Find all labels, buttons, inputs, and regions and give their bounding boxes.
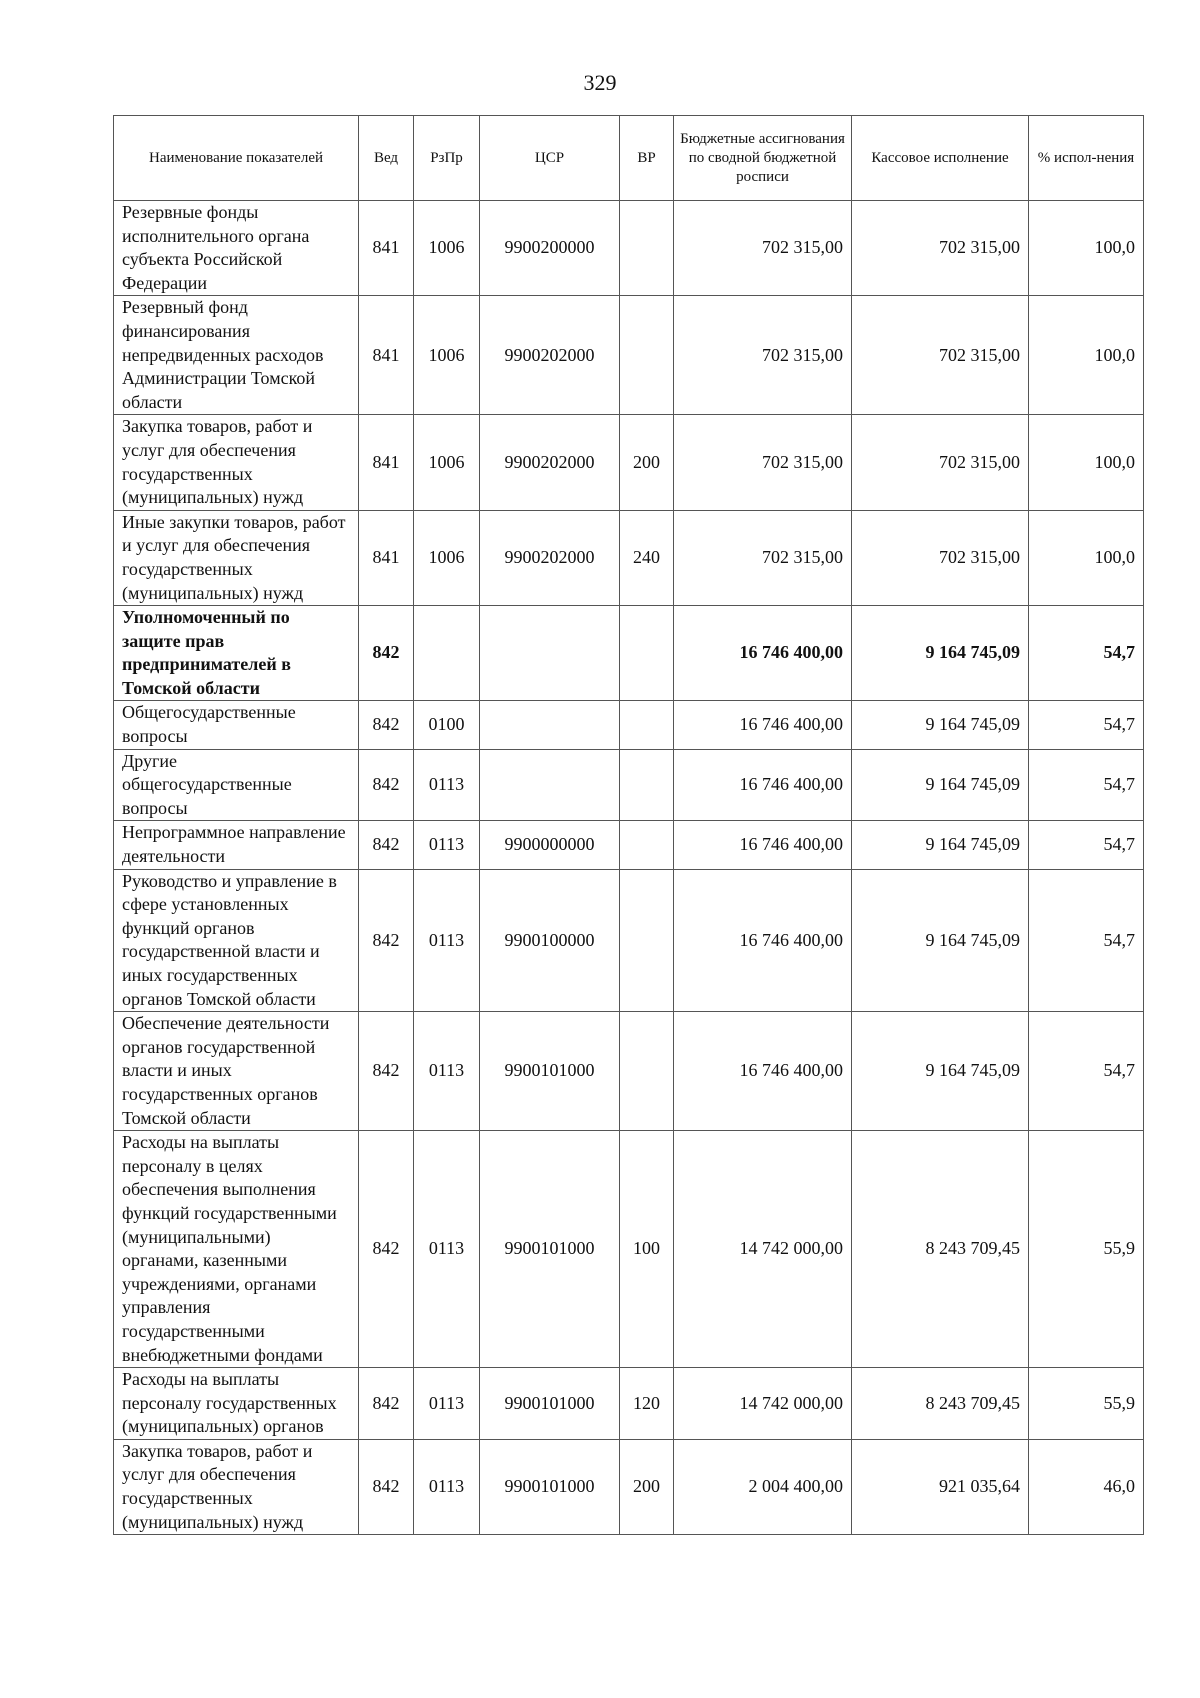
cell-executed: 8 243 709,45 (852, 1131, 1029, 1368)
cell-executed: 8 243 709,45 (852, 1368, 1029, 1440)
table-row (114, 1012, 1144, 1131)
table-row (114, 296, 1144, 415)
cell-executed: 702 315,00 (852, 415, 1029, 510)
cell-percent: 100,0 (1029, 201, 1144, 296)
cell-name: Расходы на выплаты персоналу в целях обеспечения выполнения функций государственными (муниципальными) органами, казенными учреждениями, органами управления государственными внебюджетными фондами (114, 1131, 359, 1368)
header-name: Наименование показателей (114, 116, 359, 201)
table-row (114, 606, 1144, 701)
header-row (114, 116, 1144, 201)
cell-executed: 9 164 745,09 (852, 701, 1029, 749)
cell-executed: 9 164 745,09 (852, 821, 1029, 869)
cell-ved: 842 (359, 1368, 414, 1440)
cell-vr (620, 296, 674, 415)
cell-vr (620, 749, 674, 821)
cell-name: Уполномоченный по защите прав предпринимателей в Томской области (114, 606, 359, 701)
cell-executed: 9 164 745,09 (852, 869, 1029, 1012)
cell-csr: 9900202000 (480, 296, 620, 415)
cell-percent: 54,7 (1029, 749, 1144, 821)
cell-csr (480, 606, 620, 701)
cell-vr (620, 606, 674, 701)
cell-vr: 200 (620, 415, 674, 510)
table-row (114, 701, 1144, 749)
cell-percent: 55,9 (1029, 1368, 1144, 1440)
cell-ved: 841 (359, 415, 414, 510)
cell-vr: 120 (620, 1368, 674, 1440)
cell-ved: 841 (359, 201, 414, 296)
cell-csr: 9900101000 (480, 1131, 620, 1368)
cell-assigned: 14 742 000,00 (674, 1368, 852, 1440)
table-row (114, 415, 1144, 510)
cell-vr (620, 201, 674, 296)
cell-executed: 9 164 745,09 (852, 606, 1029, 701)
cell-rzpr: 0113 (414, 1131, 480, 1368)
cell-percent: 100,0 (1029, 415, 1144, 510)
cell-executed: 9 164 745,09 (852, 1012, 1029, 1131)
cell-name: Закупка товаров, работ и услуг для обеспечения государственных (муниципальных) нужд (114, 415, 359, 510)
cell-executed: 702 315,00 (852, 296, 1029, 415)
cell-ved: 841 (359, 296, 414, 415)
cell-rzpr: 0100 (414, 701, 480, 749)
cell-csr: 9900100000 (480, 869, 620, 1012)
cell-assigned: 14 742 000,00 (674, 1131, 852, 1368)
table-row (114, 201, 1144, 296)
cell-csr: 9900101000 (480, 1368, 620, 1440)
header-rzpr: РзПр (414, 116, 480, 201)
cell-rzpr: 0113 (414, 1012, 480, 1131)
cell-assigned: 702 315,00 (674, 415, 852, 510)
cell-rzpr: 0113 (414, 821, 480, 869)
cell-csr: 9900101000 (480, 1439, 620, 1534)
cell-assigned: 702 315,00 (674, 510, 852, 605)
cell-assigned: 16 746 400,00 (674, 1012, 852, 1131)
cell-rzpr (414, 606, 480, 701)
cell-percent: 46,0 (1029, 1439, 1144, 1534)
cell-assigned: 16 746 400,00 (674, 606, 852, 701)
cell-ved: 842 (359, 1012, 414, 1131)
cell-rzpr: 1006 (414, 510, 480, 605)
cell-ved: 842 (359, 869, 414, 1012)
cell-percent: 54,7 (1029, 869, 1144, 1012)
cell-vr: 100 (620, 1131, 674, 1368)
cell-ved: 842 (359, 606, 414, 701)
cell-rzpr: 0113 (414, 1439, 480, 1534)
table-row (114, 1131, 1144, 1368)
cell-name: Расходы на выплаты персоналу государственных (муниципальных) органов (114, 1368, 359, 1440)
cell-percent: 100,0 (1029, 510, 1144, 605)
cell-ved: 842 (359, 821, 414, 869)
cell-ved: 842 (359, 1439, 414, 1534)
cell-vr: 200 (620, 1439, 674, 1534)
cell-name: Руководство и управление в сфере установленных функций органов государственной власти и иных государственных органов Томской области (114, 869, 359, 1012)
cell-csr: 9900202000 (480, 510, 620, 605)
cell-assigned: 16 746 400,00 (674, 701, 852, 749)
cell-vr: 240 (620, 510, 674, 605)
cell-vr (620, 821, 674, 869)
cell-csr (480, 749, 620, 821)
cell-csr: 9900200000 (480, 201, 620, 296)
cell-executed: 9 164 745,09 (852, 749, 1029, 821)
cell-rzpr: 1006 (414, 201, 480, 296)
header-ved: Вед (359, 116, 414, 201)
cell-rzpr: 0113 (414, 1368, 480, 1440)
cell-name: Иные закупки товаров, работ и услуг для обеспечения государственных (муниципальных) нужд (114, 510, 359, 605)
cell-csr (480, 701, 620, 749)
cell-ved: 842 (359, 701, 414, 749)
cell-ved: 842 (359, 1131, 414, 1368)
cell-percent: 54,7 (1029, 606, 1144, 701)
cell-csr: 9900101000 (480, 1012, 620, 1131)
cell-name: Непрограммное направление деятельности (114, 821, 359, 869)
cell-rzpr: 1006 (414, 415, 480, 510)
table-row (114, 821, 1144, 869)
cell-percent: 54,7 (1029, 1012, 1144, 1131)
cell-assigned: 16 746 400,00 (674, 869, 852, 1012)
table-row (114, 749, 1144, 821)
cell-assigned: 16 746 400,00 (674, 821, 852, 869)
cell-vr (620, 701, 674, 749)
cell-executed: 702 315,00 (852, 510, 1029, 605)
budget-table (113, 115, 1144, 1535)
header-csr: ЦСР (480, 116, 620, 201)
cell-executed: 702 315,00 (852, 201, 1029, 296)
table-row (114, 1368, 1144, 1440)
header-assigned: Бюджетные ассигнования по сводной бюджетной росписи (674, 116, 852, 201)
cell-executed: 921 035,64 (852, 1439, 1029, 1534)
cell-name: Закупка товаров, работ и услуг для обеспечения государственных (муниципальных) нужд (114, 1439, 359, 1534)
header-executed: Кассовое исполнение (852, 116, 1029, 201)
cell-rzpr: 0113 (414, 749, 480, 821)
cell-percent: 54,7 (1029, 821, 1144, 869)
cell-assigned: 2 004 400,00 (674, 1439, 852, 1534)
cell-name: Общегосударственные вопросы (114, 701, 359, 749)
cell-name: Обеспечение деятельности органов государственной власти и иных государственных органов Томской области (114, 1012, 359, 1131)
header-percent: % испол-нения (1029, 116, 1144, 201)
header-vr: ВР (620, 116, 674, 201)
table-row (114, 510, 1144, 605)
cell-name: Другие общегосударственные вопросы (114, 749, 359, 821)
table-body (114, 201, 1144, 1535)
cell-csr: 9900202000 (480, 415, 620, 510)
cell-name: Резервные фонды исполнительного органа субъекта Российской Федерации (114, 201, 359, 296)
cell-rzpr: 1006 (414, 296, 480, 415)
cell-assigned: 16 746 400,00 (674, 749, 852, 821)
cell-assigned: 702 315,00 (674, 201, 852, 296)
cell-rzpr: 0113 (414, 869, 480, 1012)
cell-percent: 54,7 (1029, 701, 1144, 749)
table-row (114, 1439, 1144, 1534)
cell-vr (620, 869, 674, 1012)
cell-vr (620, 1012, 674, 1131)
cell-assigned: 702 315,00 (674, 296, 852, 415)
table-row (114, 869, 1144, 1012)
cell-percent: 55,9 (1029, 1131, 1144, 1368)
cell-percent: 100,0 (1029, 296, 1144, 415)
page-number: 329 (583, 70, 617, 95)
cell-csr: 9900000000 (480, 821, 620, 869)
cell-ved: 841 (359, 510, 414, 605)
cell-name: Резервный фонд финансирования непредвиденных расходов Администрации Томской области (114, 296, 359, 415)
cell-ved: 842 (359, 749, 414, 821)
